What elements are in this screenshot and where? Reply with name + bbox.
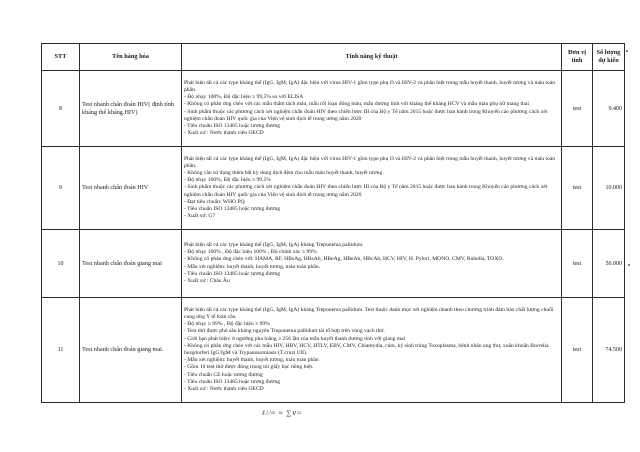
table-header-row	[42, 44, 625, 71]
spec-line: - Tiêu chuẩn ISO 13485 hoặc tương đương	[184, 270, 281, 277]
procurement-table	[41, 43, 625, 403]
row-stt: 11	[42, 298, 80, 403]
spec-line: - Độ nhạy 100% , Độ đặc hiệu 100% , Độ chính xác ≥ 99%	[184, 249, 317, 256]
row-quantity: 9.400	[593, 71, 625, 147]
spec-line: - Tiêu chuẩn CE hoặc tương đương	[184, 371, 263, 378]
row-unit: test	[562, 230, 593, 298]
row-quantity: 10.000	[593, 147, 625, 230]
spec-line: - Không có phản ứng chéo với: HAMA, RF, HBsAg, HBsAb, HBeAg, HBeAb, HBcAb, HCV, HIV, H. Pylori, MONO, CMV, Rubella, TOXO.	[184, 256, 504, 263]
header-unit: Đơn vị tính	[562, 44, 593, 71]
spec-line: - Test thử được phủ sẵn kháng nguyên Treponema pallidum tái tổ hợp trên vùng vạch thử.	[184, 328, 385, 335]
row-unit: test	[562, 147, 593, 230]
header-stt: STT	[42, 44, 80, 71]
spec-line: - Độ nhạy 100%, Độ đặc hiệu ≥ 99,5% so với ELISA	[184, 94, 304, 101]
row-spec	[182, 298, 562, 403]
spec-line: - Xuất xứ : Nước thành viên OECD	[184, 130, 264, 137]
spec-line: Phát hiện tất cả các type kháng thể (IgG, IgM, IgA) đặc hiệu với virus HIV-1 gồm type phụ O và HIV-2 và phân biệt trong mẫu huyết thanh, huyết tương và máu toàn phần.	[184, 155, 556, 169]
table-row	[42, 230, 625, 298]
row-unit: test	[562, 298, 593, 403]
row-quantity: 50.000	[593, 230, 625, 298]
header-expected-quantity: Số lượng dự kiến	[593, 44, 625, 71]
spec-line: - Sinh phẩm thuộc các phương cách xét nghiệm chẩn đoán HIV theo chiến lược III của Bộ y Tế năm 2015 hoặc được ban hành trong Khuyến cáo phương cách xét nghiệm chẩn đoán HIV quốc gia của Viện vệ sinh dịch tễ trung ương năm 2020	[184, 184, 548, 198]
spec-line: - Tiêu chuẩn ISO 13485 hoặc tương đương	[184, 206, 281, 212]
spec-line: Phát hiện tất cả các type kháng thể (IgG, IgM, IgA) kháng Treponema pallidum.	[184, 241, 364, 248]
row-item-name: Test nhanh chẩn đoán giang mai.	[80, 298, 182, 403]
spec-line: - Xuất xứ : Châu Âu	[184, 277, 230, 284]
row-item-name: Test nhanh chẩn đoán HIV( định tính kháng thể kháng HIV)	[80, 71, 182, 147]
spec-line: - Gồm 10 test thử được đóng trong túi giấy bạc riêng biệt.	[184, 364, 314, 371]
spec-line: Phát hiện tất cả các type kháng thể (IgG, IgM, IgA) đặc hiệu với virus HIV-1 gồm type phụ O và HIV-2 và phân biệt trong mẫu huyết thanh, huyết tương và máu toàn phần.	[184, 79, 556, 93]
table-row	[42, 147, 625, 230]
spec-line: - Không có phản ứng chéo với các mẫu HIV, HBV, HCV, HTLV, EBV, CMV, Chlamydia, cúm, ký sinh trùng Toxoplasma, bệnh nhân ung thư, xoắn khuẩn Borrelia burgdorferi IgG/IgM và Trypanosomiasis (T.cruzi I/II).	[184, 342, 549, 356]
row-spec	[182, 71, 562, 147]
row-quantity: 74.500	[593, 298, 625, 403]
spec-line: - Tiêu chuẩn ISO 13485 hoặc tương đương	[184, 122, 281, 129]
row-spec	[182, 230, 562, 298]
spec-line: - Độ nhạy ≥ 99% , Độ đặc hiệu ≥ 99%	[184, 321, 270, 328]
spec-line: - Đạt tiêu chuẩn: WHO PQ	[184, 198, 245, 205]
spec-line: - Không cần sử dụng thêm bất kỳ dung dịch đệm cho mẫu máu huyết thanh, huyết tương	[184, 169, 383, 176]
header-technical-features: Tính năng kỹ thuật	[182, 44, 562, 71]
spec-line: - Tiêu chuẩn ISO 13485 hoặc tương đương	[184, 378, 281, 385]
row-stt: 10	[42, 230, 80, 298]
row-unit: test	[562, 71, 593, 147]
row-stt: 8	[42, 71, 80, 147]
scan-speck	[628, 264, 630, 266]
spec-line: Phát hiện tất cả các type kháng thể (IgG, IgM, IgA) kháng Treponema pallidum. Test thuộc danh mục xét nghiệm nhanh theo chương trình đảm bảo chất lượng chuỗi cung ứng Y tế toàn cầu	[184, 306, 554, 320]
spec-line: - Sinh phẩm thuộc các phương cách xét nghiệm chẩn đoán HIV theo chiến lược III của Bộ y Tế năm 2015 hoặc được ban hành trong Khuyến cáo phương cách xét nghiệm chẩn đoán HIV quốc gia của Viện vệ sinh dịch tễ trung ương năm 2020	[184, 108, 548, 122]
scan-speck	[626, 50, 628, 52]
spec-line: - Xuất xứ: G7	[184, 213, 216, 220]
spec-line: - Độ nhạy 100%, Độ đặc hiệu ≥ 99,5%	[184, 177, 271, 184]
row-spec	[182, 147, 562, 230]
table-row	[42, 298, 625, 403]
spec-line: - Không có phản ứng chéo với các mẫu thẩm tách máu, mẫu rối loạn đông máu, mẫu dương tính với kháng thể kháng HCV và mẫu máu phụ nữ mang thai.	[184, 101, 531, 108]
table-row	[42, 71, 625, 147]
header-item-name: Tên hàng hóa	[80, 44, 182, 71]
row-item-name: Test nhanh chẩn đoán HIV	[80, 147, 182, 230]
spec-line: - Mẫu xét nghiệm: huyết thanh, huyết tương, máu toàn phần.	[184, 263, 321, 270]
spec-line: - Mẫu xét nghiệm: huyết thanh, huyết tương, máu toàn phần	[184, 357, 319, 364]
handwritten-mark: ℓ/∕≈ ≈ ∑ⅴ≈	[262, 409, 302, 417]
row-stt: 9	[42, 147, 80, 230]
row-item-name: Test nhanh chẩn đoán giang mai	[80, 230, 182, 298]
spec-line: - Xuất xứ : Nước thành viên OECD	[184, 386, 264, 393]
spec-line: - Giới hạn phát hiện: ở ngưỡng pha loãng ≥ 256 lần của mẫu huyết thanh dương tính với giang mai	[184, 335, 406, 342]
